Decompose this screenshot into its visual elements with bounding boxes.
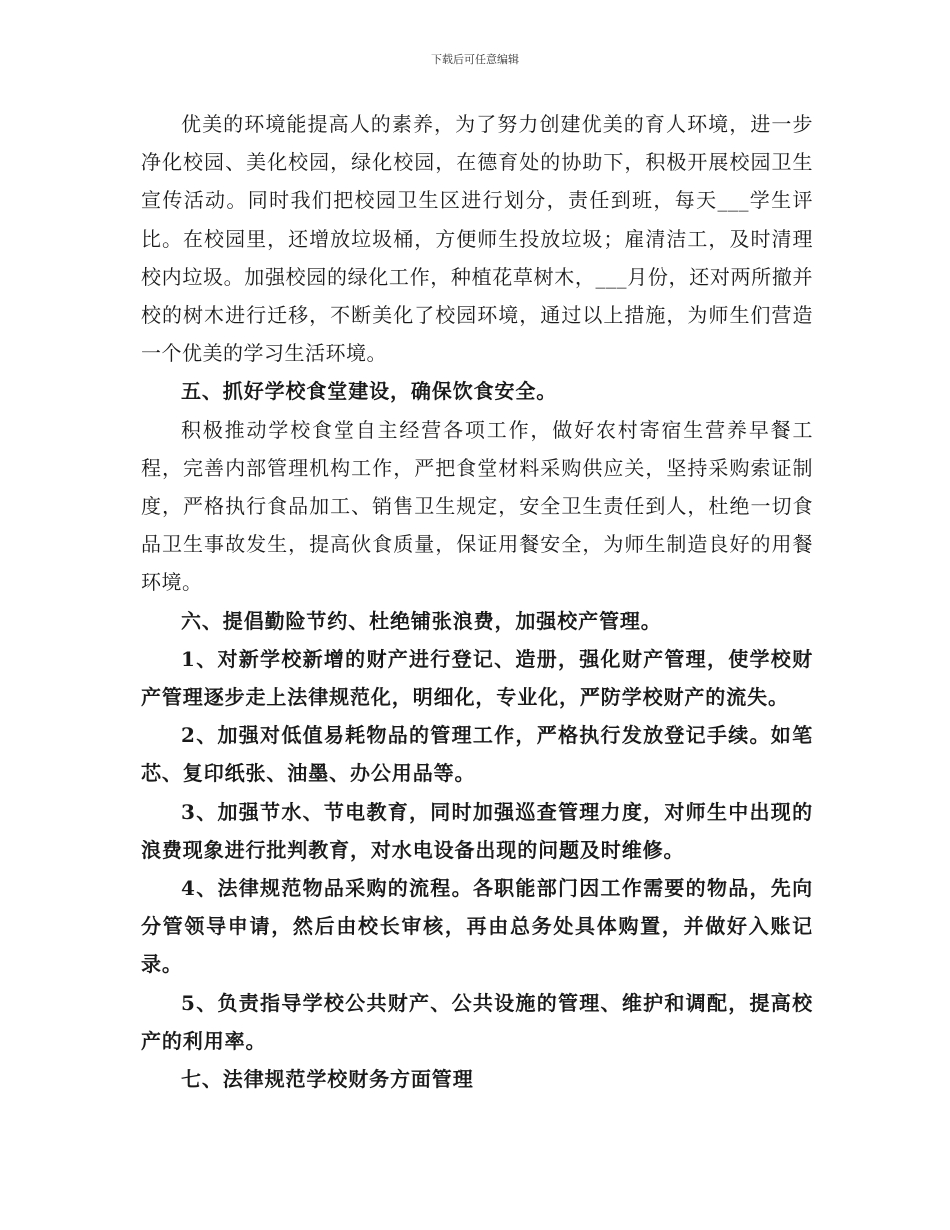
- section-heading-property: 六、提倡勤险节约、杜绝铺张浪费，加强校产管理。: [181, 608, 662, 633]
- paragraph-property-item-2: 2、加强对低值易耗物品的管理工作，严格执行发放登记手续。如笔芯、复印纸张、油墨、办公用品等。: [141, 723, 813, 786]
- paragraph-property-item-3: 3、加强节水、节电教育，同时加强巡查管理力度，对师生中出现的浪费现象进行批判教育，对水电设备出现的问题及时维修。: [141, 799, 813, 862]
- document-body: [141, 105, 813, 1098]
- section-heading-finance: 七、法律规范学校财务方面管理: [181, 1067, 474, 1092]
- paragraph-environment: 优美的环境能提高人的素养，为了努力创建优美的育人环境，进一步净化校园、美化校园，绿化校园，在德育处的协助下，积极开展校园卫生宣传活动。同时我们把校园卫生区进行划分，责任到班，每天___学生评比。在校园里，还增放垃圾桶，方便师生投放垃圾；雇清洁工，及时清理校内垃圾。加强校园的绿化工作，种植花草树木，___月份，还对两所撤并校的树木进行迁移，不断美化了校园环境，通过以上措施，为师生们营造一个优美的学习生活环境。: [141, 112, 813, 366]
- paragraph-property-item-5: 5、负责指导学校公共财产、公共设施的管理、维护和调配，提高校产的利用率。: [141, 990, 813, 1053]
- page-header-note: 下载后可任意编辑: [431, 53, 519, 66]
- paragraph-property-item-1: 1、对新学校新增的财产进行登记、造册，强化财产管理，使学校财产管理逐步走上法律规范化，明细化，专业化，严防学校财产的流失。: [141, 646, 813, 710]
- paragraph-canteen: 积极推动学校食堂自主经营各项工作，做好农村寄宿生营养早餐工程，完善内部管理机构工作，严把食堂材料采购供应关，坚持采购索证制度，严格执行食品加工、销售卫生规定，安全卫生责任到人，杜绝一切食品卫生事故发生，提高伙食质量，保证用餐安全，为师生制造良好的用餐环境。: [141, 417, 813, 595]
- section-heading-canteen: 五、抓好学校食堂建设，确保饮食安全。: [181, 379, 558, 404]
- paragraph-property-item-4: 4、法律规范物品采购的流程。各职能部门因工作需要的物品，先向分管领导申请，然后由校长审核，再由总务处具体购置，并做好入账记录。: [141, 876, 813, 977]
